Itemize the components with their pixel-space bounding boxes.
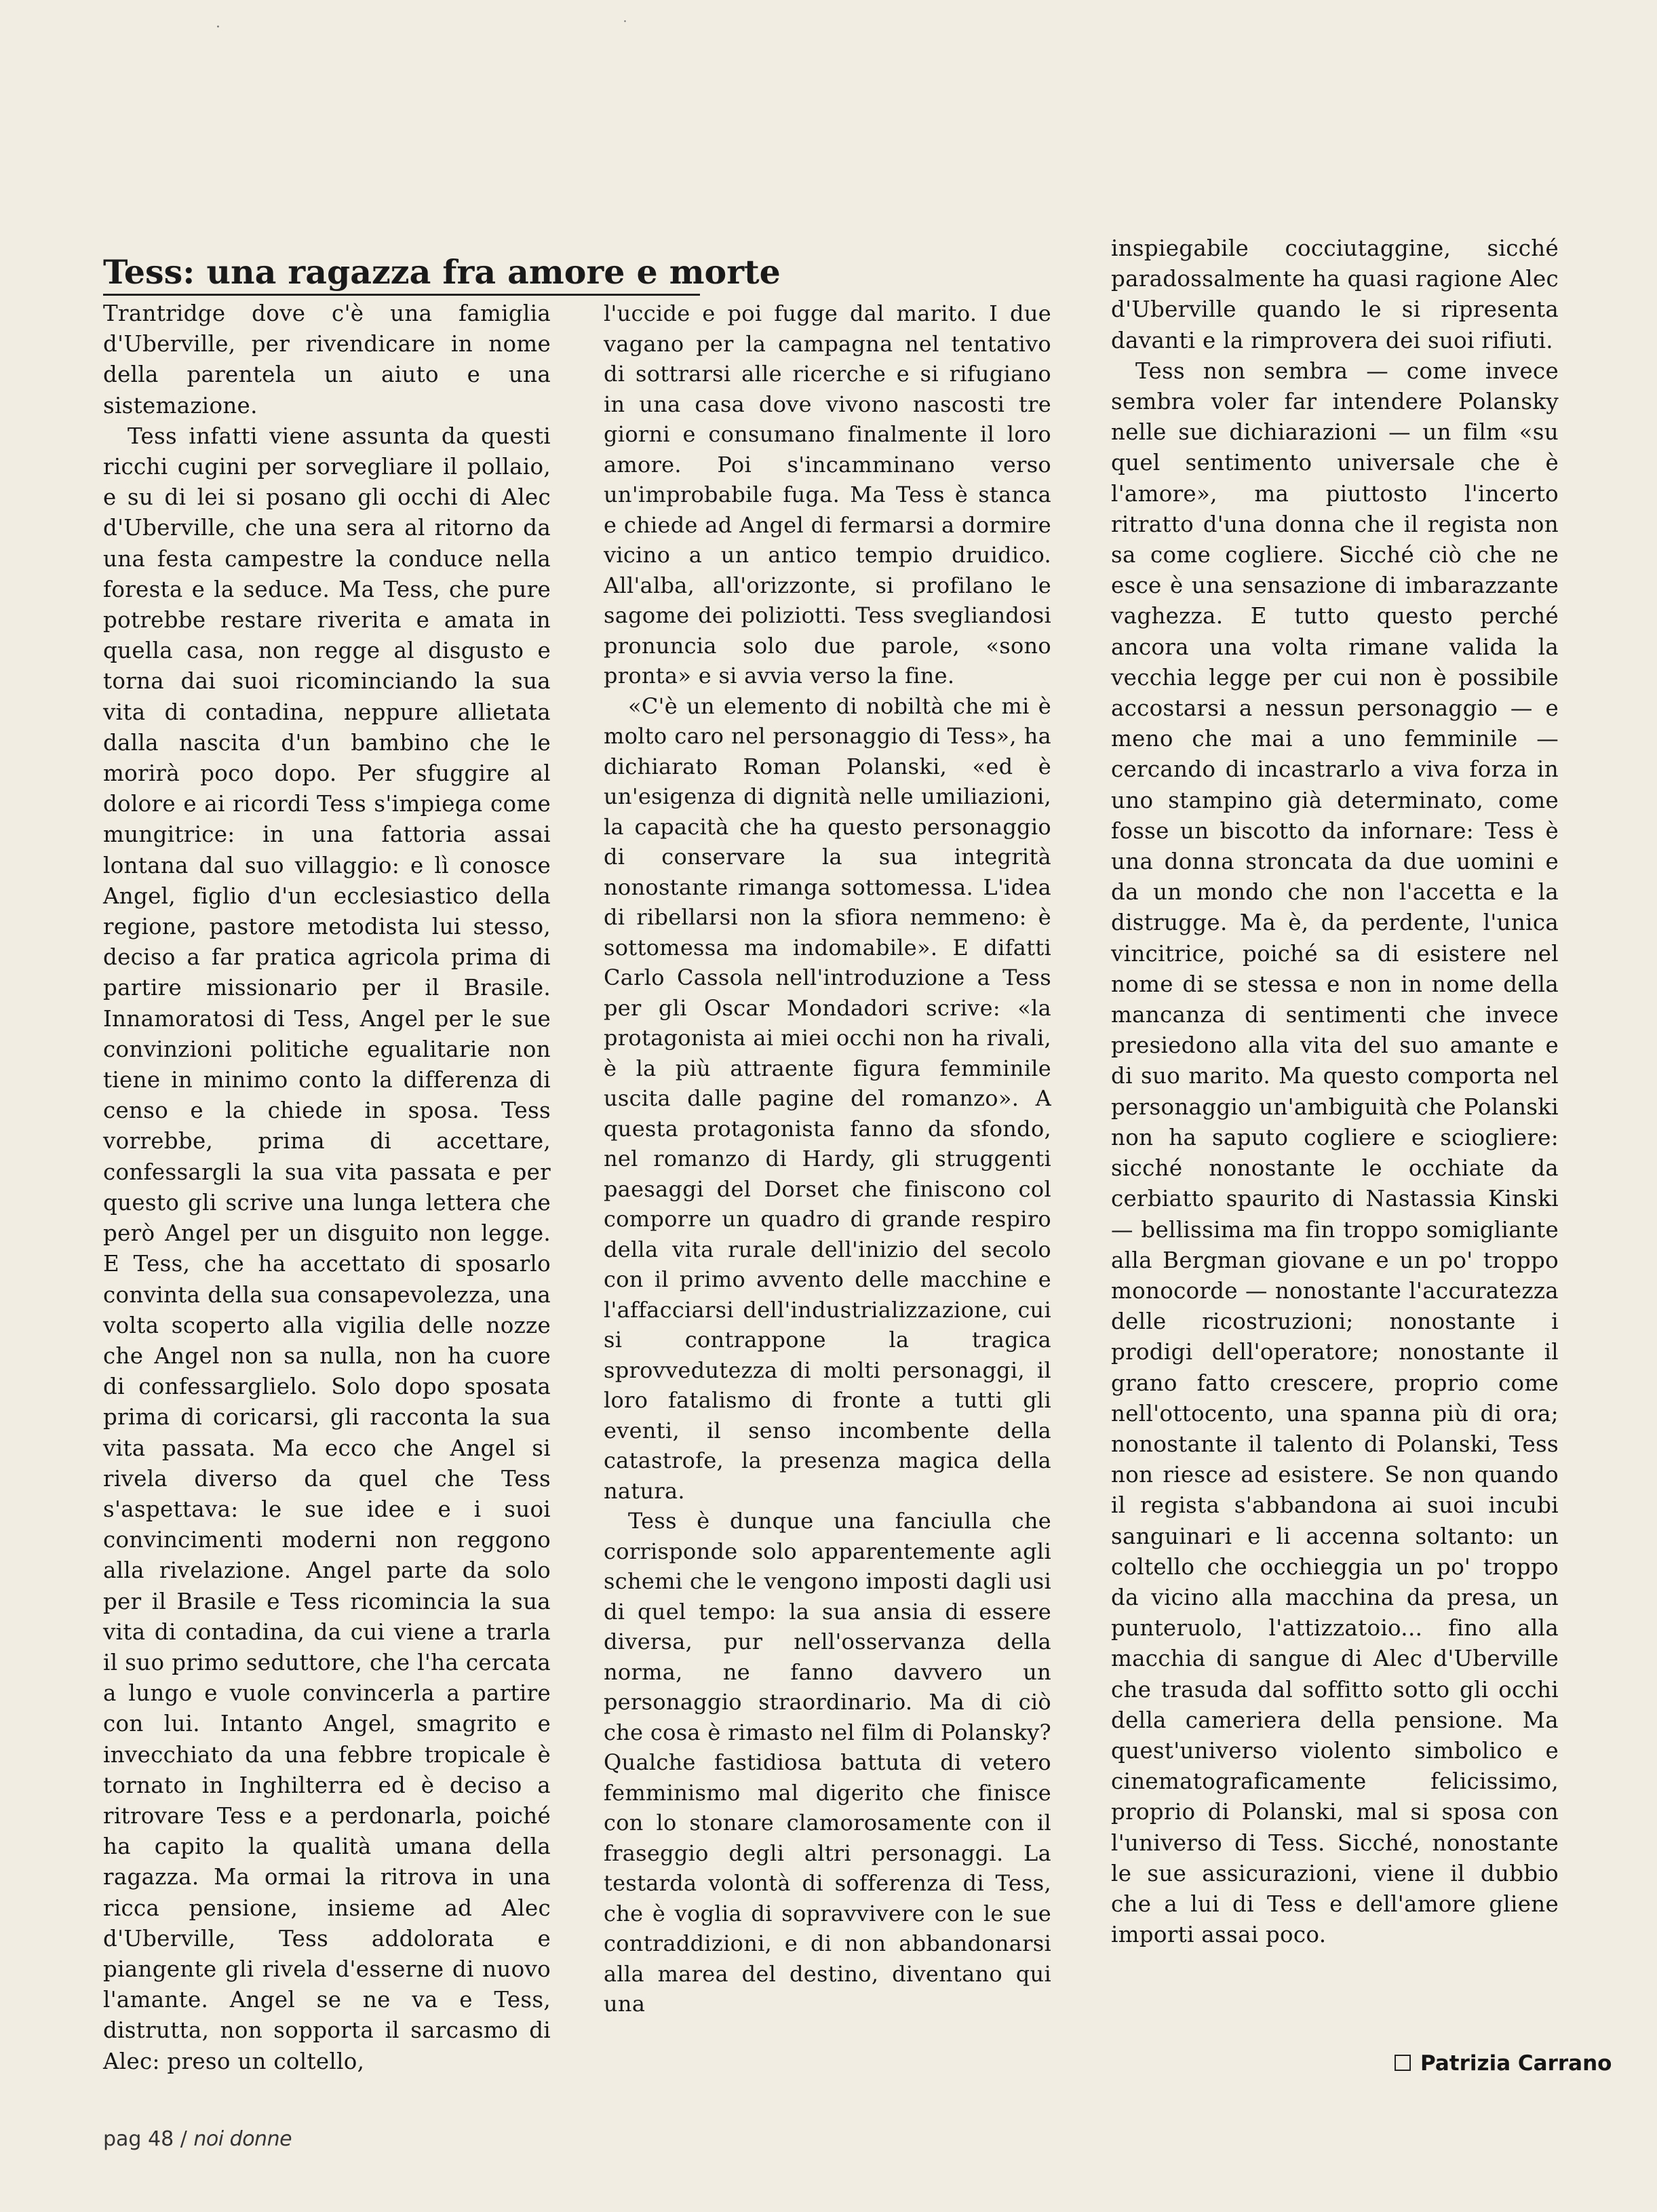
magazine-name: noi donne [193, 2127, 292, 2151]
folio-separator: / [180, 2127, 187, 2151]
square-bullet-icon [1395, 2055, 1411, 2071]
scan-speck: ˙ [621, 19, 629, 36]
paragraph: Tess è dunque una fanciulla che corrisponde solo apparentemente agli schemi che le vengono imposti dagli usi di quel tempo: la sua ansia di essere diversa, pur nell'osservanza della norma, ne fanno davvero un personaggio straordinario. Ma di ciò che cosa è rimasto nel film di Polansky? Qualche fastidiosa battuta di vetero femminismo mal digerito che finisce con lo stonare clamorosamente con il fraseggio degli altri personaggi. La testarda volontà di sofferenza di Tess, che è voglia di sopravvivere con le sue contraddizioni, e di non abbandonarsi alla marea del destino, diventano qui una [604, 1508, 1051, 2017]
paragraph: Trantridge dove c'è una famiglia d'Uberville, per rivendicare in nome della parentela un aiuto e una sistemazione. [103, 300, 551, 419]
paragraph: Tess infatti viene assunta da questi ricchi cugini per sorvegliare il pollaio, e su di lei si posano gli occhi di Alec d'Uberville, che una sera al ritorno da una festa campestre la conduce nella foresta e la seduce. Ma Tess, che pure potrebbe restare riverita e amata in quella casa, non regge al disgusto e torna dai suoi ricominciando la sua vita di contadina, neppure allietata dalla nascita d'un bambino che le morirà poco dopo. Per sfuggire al dolore e ai ricordi Tess s'impiega come mungitrice: in una fattoria assai lontana dal suo villaggio: e lì conosce Angel, figlio d'un ecclesiastico della regione, pastore metodista lui stesso, deciso a far pratica agricola prima di partire missionario per il Brasile. Innamoratosi di Tess, Angel per le sue convinzioni politiche egualitarie non tiene in minimo conto la differenza di censo e la chiede in sposa. Tess vorrebbe, prima di accettare, confessargli la sua vita passata e per questo gli scrive una lunga lettera che però Angel per un disguito non legge. E Tess, che ha accettato di sposarlo convinta della sua consapevolezza, una volta scoperto alla vigilia delle nozze che Angel non sa nulla, non ha cuore di confessarglielo. Solo dopo sposata prima di coricarsi, gli racconta la sua vita passata. Ma ecco che Angel si rivela diverso da quel che Tess s'aspettava: le sue idee e i suoi convincimenti moderni non reggono alla rivelazione. Angel parte da solo per il Brasile e Tess ricomincia la sua vita di contadina, da cui viene a trarla il suo primo seduttore, che l'ha cercata a lungo e vuole convincerla a partire con lui. Intanto Angel, smagrito e invecchiato da una febbre tropicale è tornato in Inghilterra ed è deciso a ritrovare Tess e a perdonarla, poiché ha capito la qualità umana della ragazza. Ma ormai la ritrova in una ricca pensione, insieme ad Alec d'Uberville, Tess addolorata e piangente gli rivela d'esserne di nuovo l'amante. Angel se ne va e Tess, distrutta, non sopporta il sarcasmo di Alec: preso un coltello, [103, 423, 551, 2074]
page-folio [103, 2127, 292, 2151]
scan-speck: · [216, 19, 220, 36]
page-number: 48 [148, 2127, 174, 2151]
paragraph: inspiegabile cocciutaggine, sicché paradossalmente ha quasi ragione Alec d'Uberville quando le si ripresenta davanti e la rimprovera dei suoi rifiuti. [1111, 235, 1559, 353]
paragraph: Tess non sembra — come invece sembra voler far intendere Polansky nelle sue dichiarazioni — un film «su quel sentimento universale che è l'amore», ma piuttosto l'incerto ritratto d'una donna che il regista non sa come cogliere. Sicché ciò che ne esce è una sensazione di imbarazzante vaghezza. E tutto questo perché ancora una volta rimane valida la vecchia legge per cui non è possibile accostarsi a nessun personaggio — e meno che mai a uno femminile — cercando di incastrarlo a viva forza in uno stampino già determinato, come fosse un biscotto da infornare: Tess è una donna stroncata da due uomini e da un mondo che non l'accetta e la distrugge. Ma è, da perdente, l'unica vincitrice, poiché sa di esistere nel nome di se stessa e non in nome della mancanza di sentimenti che invece presiedono alla vita del suo amante e di suo marito. Ma questo comporta nel personaggio un'ambiguità che Polanski non ha saputo cogliere e sciogliere: sicché nonostante le occhiate da cerbiatto spaurito di Nastassia Kinski — bellissima ma fin troppo somigliante alla Bergman giovane e un po' troppo monocorde — nonostante l'accuratezza delle ricostruzioni; nonostante i prodigi dell'operatore; nonostante il grano fatto crescere, proprio come nell'ottocento, una spanna più di ora; nonostante il talento di Polanski, Tess non riesce ad esistere. Se non quando il regista s'abbandona ai suoi incubi sanguinari e li accenna soltanto: un coltello che occhieggia un po' troppo da vicino alla macchina da presa, un punteruolo, l'attizzatoio... fino alla macchia di sangue di Alec d'Uberville che trasuda dal soffitto sotto gli occhi della cameriera della pensione. Ma quest'universo violento simbolico e cinematograficamente felicissimo, proprio di Polanski, mal si sposa con l'universo di Tess. Sicché, nonostante le sue assicurazioni, viene il dubbio che a lui di Tess e dell'amore gliene importi assai poco. [1111, 357, 1559, 1948]
author-signature [1395, 2051, 1612, 2076]
paragraph: «C'è un elemento di nobiltà che mi è molto caro nel personaggio di Tess», ha dichiarato Roman Polanski, «ed è un'esigenza di dignità nelle umiliazioni, la capacità che ha questo personaggio di conservare la sua integrità nonostante rimanga sottomessa. L'idea di ribellarsi non la sfiora nemmeno: è sottomessa ma indomabile». E difatti Carlo Cassola nell'introduzione a Tess per gli Oscar Mondadori scrive: «la protagonista ai miei occhi non ha rivali, è la più attraente figura femminile uscita dalle pagine del romanzo». A questa protagonista fanno da sfondo, nel romanzo di Hardy, gli struggenti paesaggi del Dorset che finiscono col comporre un quadro di grande respiro della vita rurale dell'inizio del secolo con il primo avvento delle macchine e l'affacciarsi dell'industrializzazione, cui si contrappone la tragica sprovvedutezza di molti personaggi, il loro fatalismo di fronte a tutti gli eventi, il senso incombente della catastrofe, la presenza magica della natura. [604, 693, 1051, 1504]
author-name: Patrizia Carrano [1420, 2051, 1612, 2076]
article-column-3 [1111, 233, 1559, 1950]
article-column-1 [103, 298, 551, 2077]
article-column-2 [604, 298, 1051, 2019]
article-headline: Tess: una ragazza fra amore e morte [103, 253, 700, 296]
paragraph: l'uccide e poi fugge dal marito. I due vagano per la campagna nel tentativo di sottrarsi alle ricerche e si rifugiano in una casa dove vivono nascosti tre giorni e consumano finalmente il loro amore. Poi s'incamminano verso un'improbabile fuga. Ma Tess è stanca e chiede ad Angel di fermarsi a dormire vicino a un antico tempio druidico. All'alba, all'orizzonte, si profilano le sagome dei poliziotti. Tess svegliandosi pronuncia solo due parole, «sono pronta» e si avvia verso la fine. [604, 300, 1051, 688]
page-label: pag [103, 2127, 142, 2151]
